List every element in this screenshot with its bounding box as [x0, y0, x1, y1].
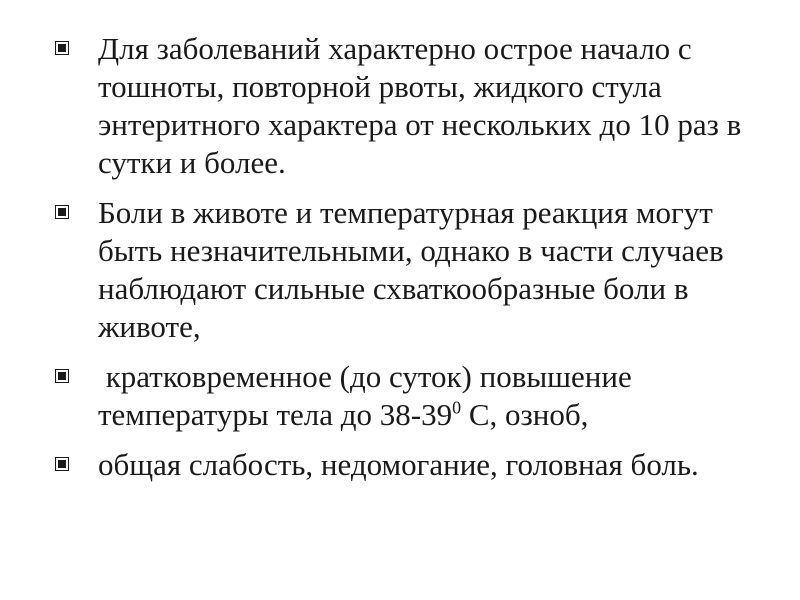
temperature-superscript: 0 — [452, 397, 462, 418]
bullet-item-weakness — [55, 446, 755, 484]
bullet-text: Боли в животе и температурная реакция могут быть незначительными, однако в части случаев наблюдают сильные схваткообразные боли в животе, — [98, 195, 732, 344]
square-bullet-icon — [55, 205, 69, 219]
square-bullet-icon — [55, 457, 69, 471]
square-bullet-icon — [55, 41, 69, 55]
bullet-item-symptom-onset — [55, 30, 755, 182]
bullet-text: Для заболеваний характерно острое начало с тошноты, повторной рвоты, жидкого стула энтеритного характера от нескольких до 10 раз в сутки и более. — [98, 31, 749, 180]
square-bullet-icon — [55, 369, 69, 383]
bullet-text-after: С, озноб, — [461, 397, 589, 432]
bullet-item-fever — [55, 358, 755, 434]
bullet-text: общая слабость, недомогание, головная боль. — [98, 447, 699, 482]
bullet-text — [98, 358, 755, 434]
bullet-item-abdominal-pain — [55, 194, 755, 346]
bullet-text-before: кратковременное (до суток) повышение температуры тела до 38-39 — [98, 359, 640, 432]
bullet-list — [55, 30, 755, 496]
